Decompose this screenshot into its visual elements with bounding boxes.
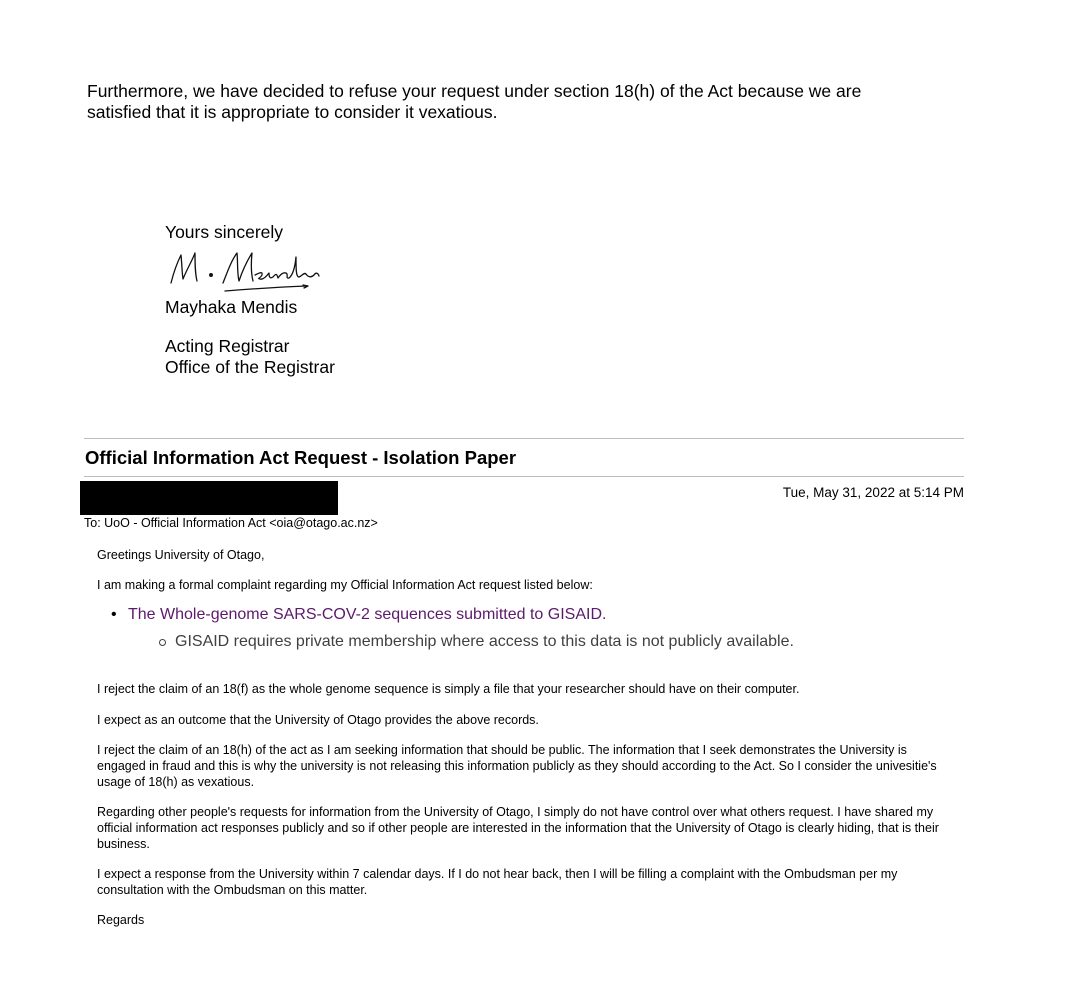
email-signoff: Regards (97, 913, 145, 927)
request-subitem (159, 631, 794, 653)
signer-name: Mayhaka Mendis (165, 297, 298, 317)
email-paragraph: I expect as an outcome that the University of Otago provides the above records. (97, 713, 539, 727)
email-paragraph: I expect a response from the University within 7 calendar days. If I do not hear back, then I will be filling a complaint with the Ombudsman per my consultation with the Ombudsman on this matter. (97, 867, 898, 897)
email-paragraph: Regarding other people's requests for information from the University of Otago, I simply do not have control over what others request. I have shared my official information act responses publicly and so if other people are interested in the information that the University of Otago is clearly hiding, that is their business. (97, 805, 939, 851)
email-date: Tue, May 31, 2022 at 5:14 PM (782, 485, 964, 500)
email-greeting: Greetings University of Otago, (97, 548, 265, 562)
divider-bottom (84, 476, 964, 477)
request-list (111, 604, 794, 653)
request-item-text: The Whole-genome SARS-COV-2 sequences submitted to GISAID. (128, 606, 607, 623)
signer-title: Acting Registrar (165, 336, 290, 356)
request-item (111, 604, 794, 653)
redacted-sender (80, 481, 338, 515)
email-paragraph: I reject the claim of an 18(h) of the act as I am seeking information that should be public. The information that I seek demonstrates the University is engaged in fraud and this is why the university is not releasing this information publicly as they should according to the Act. So I consider the univesitie's usage of 18(h) as vexatious. (97, 743, 937, 789)
email-recipient: To: UoO - Official Information Act <oia@otago.ac.nz> (84, 516, 378, 530)
handwritten-signature (165, 245, 335, 297)
email-subject: Official Information Act Request - Isolation Paper (85, 447, 517, 468)
closing-line: Yours sincerely (165, 222, 284, 242)
letter-paragraph: Furthermore, we have decided to refuse your request under section 18(h) of the Act because we are satisfied that it is appropriate to consider it vexatious. (87, 81, 862, 122)
email-intro: I am making a formal complaint regarding my Official Information Act request listed below: (97, 578, 593, 592)
request-subitem-text: GISAID requires private membership where access to this data is not publicly available. (175, 633, 794, 650)
divider-top (84, 438, 964, 439)
email-paragraph: I reject the claim of an 18(f) as the whole genome sequence is simply a file that your researcher should have on their computer. (97, 682, 800, 696)
signature-block (165, 222, 335, 378)
signer-office: Office of the Registrar (165, 357, 335, 377)
circle-bullet-icon (159, 639, 166, 646)
bullet-icon: • (111, 606, 117, 623)
